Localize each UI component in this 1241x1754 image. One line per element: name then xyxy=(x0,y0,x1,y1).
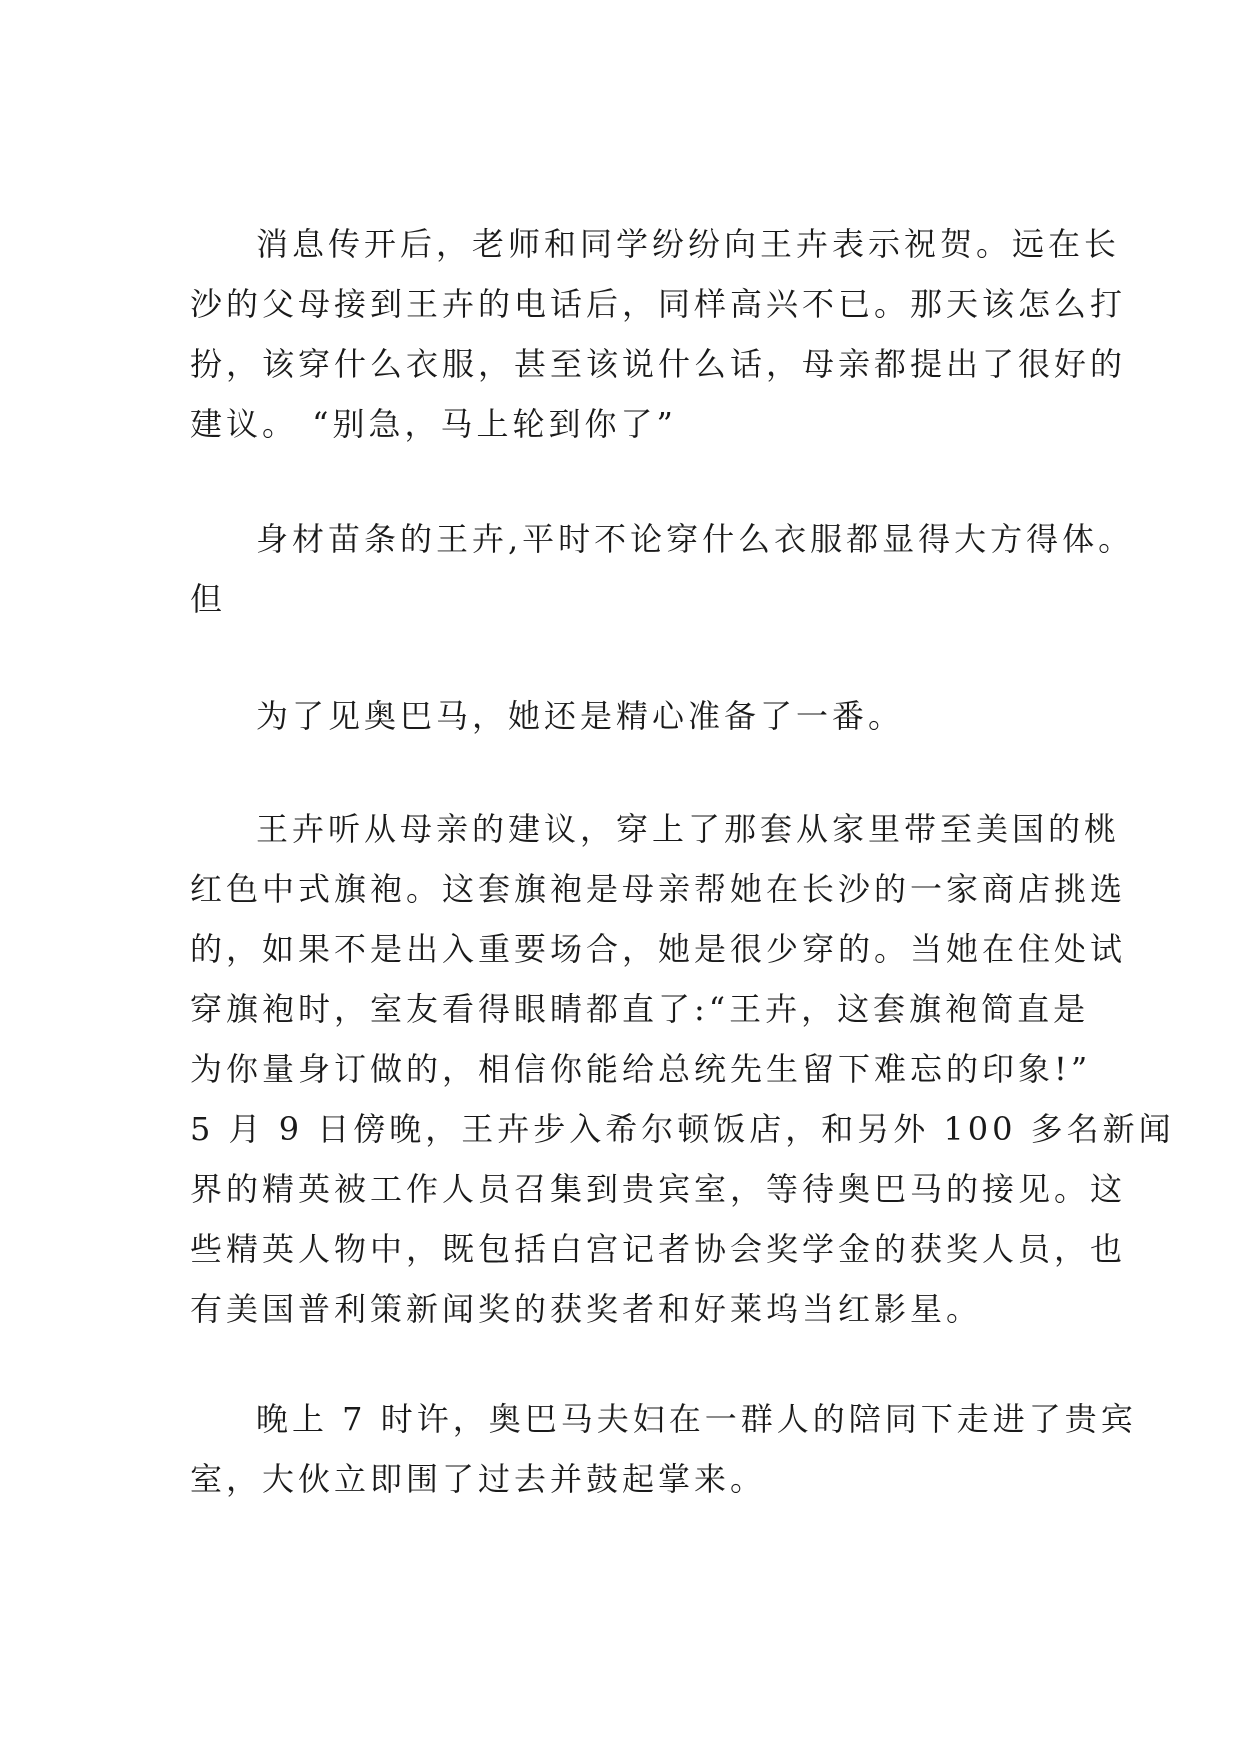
paragraph-line: 的，如果不是出入重要场合，她是很少穿的。当她在住处试 xyxy=(190,930,1127,968)
paragraph-1 xyxy=(190,214,1127,454)
paragraph-line: 为了见奥巴马，她还是精心准备了一番。 xyxy=(256,697,905,735)
paragraph-line: 些精英人物中，既包括白宫记者协会奖学金的获奖人员，也 xyxy=(190,1230,1127,1268)
paragraph-5 xyxy=(190,1389,1137,1509)
paragraph-line: 有美国普利策新闻奖的获奖者和好莱坞当红影星。 xyxy=(190,1290,983,1328)
paragraph-line: 室，大伙立即围了过去并鼓起掌来。 xyxy=(190,1460,767,1498)
paragraph-4 xyxy=(190,799,1175,1339)
paragraph-2 xyxy=(190,509,1135,629)
paragraph-line: 为你量身订做的，相信你能给总统先生留下难忘的印象!” xyxy=(190,1050,1092,1088)
paragraph-line: 5 月 9 日傍晚，王卉步入希尔顿饭店，和另外 100 多名新闻 xyxy=(190,1110,1175,1148)
paragraph-line: 王卉听从母亲的建议，穿上了那套从家里带至美国的桃 xyxy=(256,810,1121,848)
paragraph-line: 建议。 “别急，马上轮到你了” xyxy=(190,405,677,443)
paragraph-line: 消息传开后，老师和同学纷纷向王卉表示祝贺。远在长 xyxy=(256,225,1121,263)
paragraph-line: 沙的父母接到王卉的电话后，同样高兴不已。那天该怎么打 xyxy=(190,285,1127,323)
paragraph-3 xyxy=(190,686,1050,746)
paragraph-line: 界的精英被工作人员召集到贵宾室，等待奥巴马的接见。这 xyxy=(190,1170,1127,1208)
paragraph-line: 穿旗袍时，室友看得眼睛都直了:“王卉，这套旗袍简直是 xyxy=(190,990,1090,1028)
paragraph-line: 扮，该穿什么衣服，甚至该说什么话，母亲都提出了很好的 xyxy=(190,345,1127,383)
paragraph-line: 但 xyxy=(190,580,227,618)
paragraph-line: 红色中式旗袍。这套旗袍是母亲帮她在长沙的一家商店挑选 xyxy=(190,870,1127,908)
paragraph-line: 晚上 7 时许，奥巴马夫妇在一群人的陪同下走进了贵宾 xyxy=(256,1400,1137,1438)
paragraph-line: 身材苗条的王卉,平时不论穿什么衣服都显得大方得体。 xyxy=(256,520,1135,558)
